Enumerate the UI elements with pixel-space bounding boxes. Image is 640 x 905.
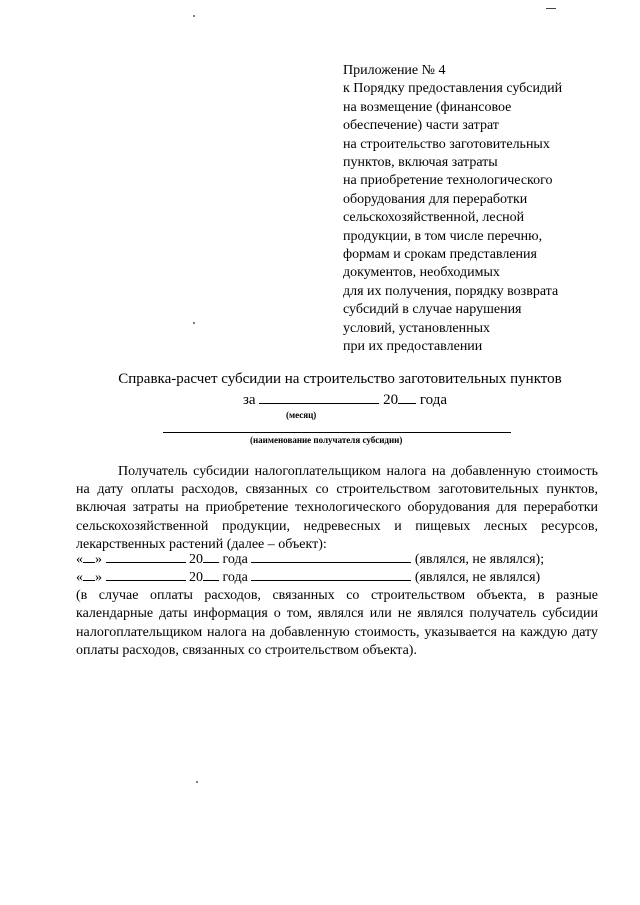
appendix-line: оборудования для переработки xyxy=(343,191,528,207)
date-row-2 xyxy=(76,568,540,586)
period-prefix: за xyxy=(243,392,256,408)
month-blank[interactable] xyxy=(259,391,379,404)
year-prefix: 20 xyxy=(383,392,399,408)
footnote-paragraph: (в случае оплаты расходов, связанных со строительством объекта, в разные календарные даты информация о том, являлся или не являлся получатель субсидии налогоплательщиком налога на добавленную стоимость, указывается на каждую дату оплаты расходов, связанных со строительством объекта). xyxy=(76,588,598,659)
appendix-line: при их предоставлении xyxy=(343,339,483,355)
quote-close: » xyxy=(95,570,102,585)
appendix-line: продукции, в том числе перечню, xyxy=(343,228,543,244)
appendix-header xyxy=(343,62,613,357)
appendix-line: документов, необходимых xyxy=(343,265,500,281)
year-blank[interactable] xyxy=(203,568,219,581)
scan-mark xyxy=(196,781,198,783)
document-title: Справка-расчет субсидии на строительство заготовительных пунктов xyxy=(118,371,562,387)
month-blank[interactable] xyxy=(106,550,186,563)
paragraph-text: Получатель субсидии налогоплательщиком налога на добавленную стоимость на дату оплаты расходов, связанных со строительством заготовительных пунктов, включая затраты на приобретение технологического оборудования для переработки сельскохозяйственной продукции, недревесных и пищевых лесных ресурсов, лекарственных растений (далее – объект): xyxy=(76,464,598,552)
quote-open: « xyxy=(76,570,83,585)
appendix-line: для их получения, порядку возврата xyxy=(343,283,559,299)
appendix-line: Приложение № 4 xyxy=(343,63,446,78)
appendix-line: обеспечение) части затрат xyxy=(343,118,499,134)
date-row-1 xyxy=(76,550,544,568)
appendix-line: к Порядку предоставления субсидий xyxy=(343,81,563,97)
year-blank[interactable] xyxy=(203,550,219,563)
month-blank[interactable] xyxy=(106,568,186,581)
appendix-line: сельскохозяйственной, лесной xyxy=(343,210,525,226)
appendix-line: пунктов, включая затраты xyxy=(343,155,498,171)
appendix-line: условий, установленных xyxy=(343,320,491,336)
scan-mark xyxy=(193,15,195,17)
recipient-caption: (наименование получателя субсидии) xyxy=(250,435,403,445)
day-blank[interactable] xyxy=(83,550,95,563)
main-paragraph xyxy=(76,463,598,554)
year-word: года xyxy=(222,570,248,585)
status-blank[interactable] xyxy=(251,550,411,563)
scan-mark xyxy=(193,322,195,324)
day-blank[interactable] xyxy=(83,568,95,581)
appendix-line: на приобретение технологического xyxy=(343,173,553,189)
period-line xyxy=(243,391,447,409)
month-caption: (месяц) xyxy=(286,410,317,420)
appendix-line: на строительство заготовительных xyxy=(343,136,550,152)
status-blank[interactable] xyxy=(251,568,411,581)
appendix-line: формам и срокам представления xyxy=(343,247,537,263)
year-blank[interactable] xyxy=(398,391,416,404)
period-suffix: года xyxy=(419,392,447,408)
status-note: (являлся, не являлся); xyxy=(414,552,545,567)
status-note: (являлся, не являлся) xyxy=(414,570,541,585)
recipient-name-blank[interactable] xyxy=(163,432,511,433)
year-prefix: 20 xyxy=(189,552,203,567)
year-prefix: 20 xyxy=(189,570,203,585)
year-word: года xyxy=(222,552,248,567)
quote-open: « xyxy=(76,552,83,567)
scan-mark xyxy=(546,8,556,9)
quote-close: » xyxy=(95,552,102,567)
appendix-line: на возмещение (финансовое xyxy=(343,99,512,115)
appendix-line: субсидий в случае нарушения xyxy=(343,302,522,318)
